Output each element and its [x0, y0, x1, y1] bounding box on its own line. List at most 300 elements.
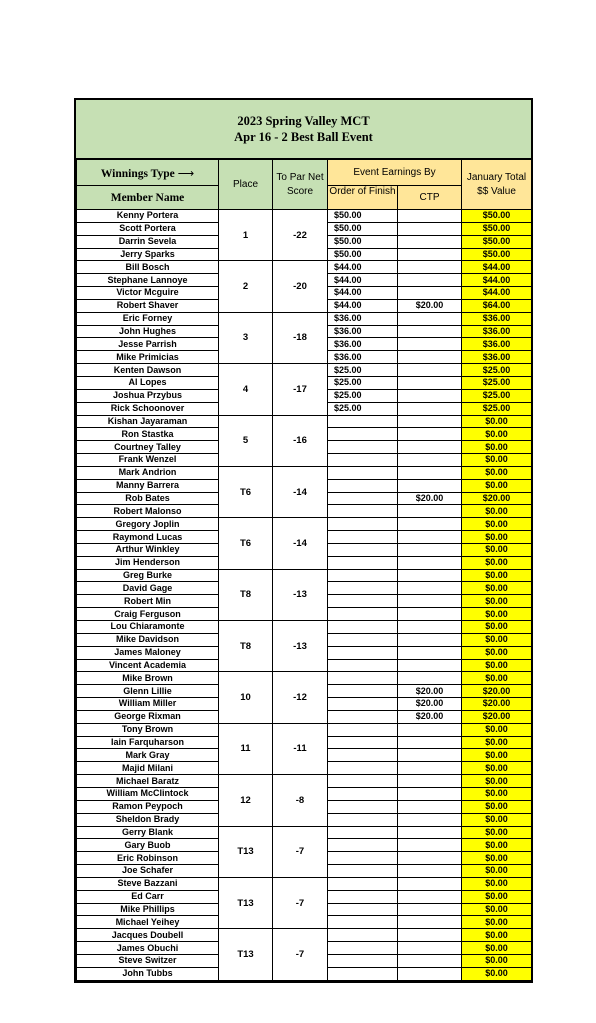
place-cell: T6	[219, 466, 273, 517]
january-total-cell: $0.00	[462, 775, 532, 788]
ctp-cell	[398, 672, 462, 685]
score-cell: -14	[273, 518, 328, 569]
ctp-cell	[398, 942, 462, 955]
order-of-finish-cell: $50.00	[328, 235, 398, 248]
winnings-type-header	[77, 160, 219, 186]
ctp-cell	[398, 633, 462, 646]
ctp-cell	[398, 608, 462, 621]
table-header	[77, 160, 532, 210]
ctp-cell	[398, 890, 462, 903]
order-of-finish-cell	[328, 633, 398, 646]
table-row	[77, 364, 532, 377]
ctp-cell	[398, 929, 462, 942]
ctp-cell: $20.00	[398, 299, 462, 312]
ctp-cell	[398, 954, 462, 967]
january-total-cell: $0.00	[462, 903, 532, 916]
right-arrow-icon: ⟶	[177, 165, 195, 180]
order-of-finish-cell: $44.00	[328, 274, 398, 287]
ctp-cell	[398, 248, 462, 261]
january-total-cell: $0.00	[462, 466, 532, 479]
order-of-finish-cell	[328, 672, 398, 685]
place-header: Place	[219, 160, 273, 210]
order-of-finish-cell	[328, 454, 398, 467]
member-name: Michael Baratz	[77, 775, 219, 788]
january-total-cell: $0.00	[462, 723, 532, 736]
january-total-cell: $0.00	[462, 556, 532, 569]
order-of-finish-cell: $25.00	[328, 389, 398, 402]
place-cell: 4	[219, 364, 273, 415]
member-name: Rick Schoonover	[77, 402, 219, 415]
member-name: Jim Henderson	[77, 556, 219, 569]
score-cell: -7	[273, 826, 328, 877]
ctp-cell	[398, 787, 462, 800]
member-name: Raymond Lucas	[77, 531, 219, 544]
member-name: Steve Switzer	[77, 954, 219, 967]
member-name: Ramon Peypoch	[77, 800, 219, 813]
member-name: Ed Carr	[77, 890, 219, 903]
ctp-cell	[398, 222, 462, 235]
january-total-cell: $36.00	[462, 338, 532, 351]
member-name: Sheldon Brady	[77, 813, 219, 826]
ctp-cell	[398, 441, 462, 454]
member-name: William Miller	[77, 698, 219, 711]
table-row	[77, 672, 532, 685]
january-total-cell: $50.00	[462, 210, 532, 223]
ctp-cell	[398, 376, 462, 389]
order-of-finish-header: Order of Finish	[328, 186, 398, 210]
ctp-cell	[398, 454, 462, 467]
january-total-cell: $0.00	[462, 531, 532, 544]
january-total-cell: $0.00	[462, 454, 532, 467]
ctp-cell	[398, 518, 462, 531]
member-name: Robert Malonso	[77, 505, 219, 518]
order-of-finish-cell: $36.00	[328, 351, 398, 364]
score-cell: -12	[273, 672, 328, 723]
score-cell: -13	[273, 621, 328, 672]
ctp-cell	[398, 261, 462, 274]
order-of-finish-cell: $50.00	[328, 222, 398, 235]
table-row	[77, 569, 532, 582]
january-total-cell: $0.00	[462, 633, 532, 646]
order-of-finish-cell	[328, 595, 398, 608]
january-total-cell: $0.00	[462, 608, 532, 621]
member-name: Stephane Lannoye	[77, 274, 219, 287]
table-row	[77, 723, 532, 736]
place-cell: 1	[219, 210, 273, 261]
january-total-cell: $50.00	[462, 222, 532, 235]
order-of-finish-cell	[328, 569, 398, 582]
member-name: David Gage	[77, 582, 219, 595]
member-name: John Tubbs	[77, 967, 219, 980]
ctp-cell	[398, 723, 462, 736]
member-name: Kenten Dawson	[77, 364, 219, 377]
title-line-2: Apr 16 - 2 Best Ball Event	[234, 130, 373, 144]
january-total-cell: $0.00	[462, 505, 532, 518]
member-name: Scott Portera	[77, 222, 219, 235]
ctp-cell	[398, 852, 462, 865]
january-total-cell: $0.00	[462, 582, 532, 595]
january-total-cell: $0.00	[462, 877, 532, 890]
place-cell: 11	[219, 723, 273, 774]
member-name: Mark Gray	[77, 749, 219, 762]
january-total-cell: $0.00	[462, 518, 532, 531]
january-total-cell: $36.00	[462, 325, 532, 338]
member-name: Joshua Przybus	[77, 389, 219, 402]
member-name: Rob Bates	[77, 492, 219, 505]
order-of-finish-cell	[328, 479, 398, 492]
member-name: Gerry Blank	[77, 826, 219, 839]
january-total-cell: $0.00	[462, 800, 532, 813]
january-total-cell: $0.00	[462, 890, 532, 903]
ctp-cell	[398, 287, 462, 300]
ctp-cell	[398, 210, 462, 223]
ctp-cell	[398, 762, 462, 775]
order-of-finish-cell	[328, 531, 398, 544]
order-of-finish-cell	[328, 775, 398, 788]
order-of-finish-cell	[328, 800, 398, 813]
place-cell: T13	[219, 826, 273, 877]
order-of-finish-cell	[328, 466, 398, 479]
place-cell: T6	[219, 518, 273, 569]
january-total-cell: $44.00	[462, 287, 532, 300]
january-total-cell: $0.00	[462, 595, 532, 608]
ctp-cell	[398, 415, 462, 428]
title-box	[76, 100, 531, 159]
ctp-cell	[398, 364, 462, 377]
order-of-finish-cell: $44.00	[328, 261, 398, 274]
order-of-finish-cell: $36.00	[328, 338, 398, 351]
january-total-cell: $0.00	[462, 736, 532, 749]
order-of-finish-cell	[328, 582, 398, 595]
ctp-cell	[398, 479, 462, 492]
january-total-cell: $0.00	[462, 621, 532, 634]
ctp-cell	[398, 505, 462, 518]
order-of-finish-cell: $44.00	[328, 287, 398, 300]
member-name: Iain Farquharson	[77, 736, 219, 749]
member-name: John Hughes	[77, 325, 219, 338]
order-of-finish-cell	[328, 916, 398, 929]
ctp-cell	[398, 531, 462, 544]
ctp-cell	[398, 775, 462, 788]
ctp-cell: $20.00	[398, 710, 462, 723]
member-name: Steve Bazzani	[77, 877, 219, 890]
order-of-finish-cell	[328, 942, 398, 955]
member-name: Tony Brown	[77, 723, 219, 736]
member-name: Mike Primicias	[77, 351, 219, 364]
order-of-finish-cell	[328, 839, 398, 852]
member-name: Craig Ferguson	[77, 608, 219, 621]
order-of-finish-cell: $25.00	[328, 364, 398, 377]
member-name: Majid Milani	[77, 762, 219, 775]
order-of-finish-cell	[328, 762, 398, 775]
member-name: Ron Stastka	[77, 428, 219, 441]
january-total-cell: $0.00	[462, 954, 532, 967]
member-name: Eric Robinson	[77, 852, 219, 865]
january-total-cell: $0.00	[462, 646, 532, 659]
january-total-cell: $0.00	[462, 762, 532, 775]
member-name: Michael Yeihey	[77, 916, 219, 929]
january-total-cell: $0.00	[462, 826, 532, 839]
member-name: James Maloney	[77, 646, 219, 659]
table-row	[77, 466, 532, 479]
member-name: Mark Andrion	[77, 466, 219, 479]
member-name: Mike Phillips	[77, 903, 219, 916]
member-name: Gregory Joplin	[77, 518, 219, 531]
january-total-cell: $20.00	[462, 492, 532, 505]
ctp-cell	[398, 312, 462, 325]
title-line-1: 2023 Spring Valley MCT	[237, 114, 370, 128]
ctp-cell	[398, 402, 462, 415]
ctp-cell	[398, 556, 462, 569]
order-of-finish-cell	[328, 415, 398, 428]
order-of-finish-cell	[328, 646, 398, 659]
order-of-finish-cell	[328, 967, 398, 980]
table-row	[77, 929, 532, 942]
january-total-cell: $36.00	[462, 351, 532, 364]
january-total-cell: $0.00	[462, 749, 532, 762]
order-of-finish-cell: $25.00	[328, 376, 398, 389]
january-total-cell: $64.00	[462, 299, 532, 312]
place-cell: 5	[219, 415, 273, 466]
ctp-cell	[398, 903, 462, 916]
place-cell: 10	[219, 672, 273, 723]
table-row	[77, 518, 532, 531]
order-of-finish-cell	[328, 929, 398, 942]
ctp-cell	[398, 839, 462, 852]
january-total-cell: $25.00	[462, 389, 532, 402]
ctp-cell: $20.00	[398, 492, 462, 505]
ctp-cell: $20.00	[398, 698, 462, 711]
ctp-cell	[398, 800, 462, 813]
order-of-finish-cell	[328, 441, 398, 454]
january-total-cell: $0.00	[462, 569, 532, 582]
order-of-finish-cell	[328, 852, 398, 865]
results-sheet	[74, 98, 533, 983]
january-total-cell: $0.00	[462, 929, 532, 942]
score-cell: -11	[273, 723, 328, 774]
order-of-finish-cell	[328, 865, 398, 878]
order-of-finish-cell	[328, 877, 398, 890]
score-cell: -7	[273, 929, 328, 980]
january-total-cell: $0.00	[462, 967, 532, 980]
results-table	[76, 159, 532, 981]
winnings-type-label: Winnings Type	[100, 167, 175, 180]
place-cell: T13	[219, 877, 273, 928]
score-cell: -8	[273, 775, 328, 826]
member-name: William McClintock	[77, 787, 219, 800]
order-of-finish-cell	[328, 813, 398, 826]
member-name: Manny Barrera	[77, 479, 219, 492]
table-row	[77, 312, 532, 325]
january-total-cell: $50.00	[462, 248, 532, 261]
member-name: Frank Wenzel	[77, 454, 219, 467]
order-of-finish-cell	[328, 736, 398, 749]
january-total-cell: $25.00	[462, 376, 532, 389]
member-name: Kishan Jayaraman	[77, 415, 219, 428]
ctp-cell	[398, 274, 462, 287]
january-total-cell: $0.00	[462, 441, 532, 454]
order-of-finish-cell	[328, 787, 398, 800]
score-cell: -17	[273, 364, 328, 415]
table-body	[77, 210, 532, 981]
member-name: Jerry Sparks	[77, 248, 219, 261]
january-total-cell: $0.00	[462, 852, 532, 865]
ctp-cell	[398, 235, 462, 248]
order-of-finish-cell	[328, 954, 398, 967]
score-cell: -14	[273, 466, 328, 517]
table-row	[77, 877, 532, 890]
place-cell: 3	[219, 312, 273, 363]
order-of-finish-cell	[328, 723, 398, 736]
january-total-cell: $0.00	[462, 415, 532, 428]
january-total-cell: $0.00	[462, 787, 532, 800]
order-of-finish-cell	[328, 890, 398, 903]
order-of-finish-cell	[328, 749, 398, 762]
score-cell: -18	[273, 312, 328, 363]
order-of-finish-cell	[328, 621, 398, 634]
score-cell: -16	[273, 415, 328, 466]
order-of-finish-cell	[328, 505, 398, 518]
member-name: Joe Schafer	[77, 865, 219, 878]
ctp-cell	[398, 428, 462, 441]
ctp-cell	[398, 338, 462, 351]
place-cell: T13	[219, 929, 273, 980]
order-of-finish-cell	[328, 556, 398, 569]
order-of-finish-cell	[328, 698, 398, 711]
order-of-finish-cell	[328, 826, 398, 839]
ctp-cell	[398, 569, 462, 582]
member-name: Gary Buob	[77, 839, 219, 852]
ctp-cell	[398, 466, 462, 479]
january-total-cell: $20.00	[462, 710, 532, 723]
member-name: Eric Forney	[77, 312, 219, 325]
ctp-cell	[398, 595, 462, 608]
member-name: Al Lopes	[77, 376, 219, 389]
ctp-cell	[398, 813, 462, 826]
ctp-cell	[398, 325, 462, 338]
order-of-finish-cell: $36.00	[328, 312, 398, 325]
january-total-cell: $0.00	[462, 659, 532, 672]
member-name: Kenny Portera	[77, 210, 219, 223]
score-cell: -20	[273, 261, 328, 312]
january-total-cell: $25.00	[462, 364, 532, 377]
member-name: Mike Davidson	[77, 633, 219, 646]
ctp-cell	[398, 621, 462, 634]
ctp-cell	[398, 877, 462, 890]
table-row	[77, 261, 532, 274]
member-name: Jesse Parrish	[77, 338, 219, 351]
january-total-cell: $0.00	[462, 865, 532, 878]
ctp-cell	[398, 543, 462, 556]
member-name: Arthur Winkley	[77, 543, 219, 556]
ctp-cell	[398, 646, 462, 659]
member-name: James Obuchi	[77, 942, 219, 955]
member-name: Robert Min	[77, 595, 219, 608]
january-total-cell: $0.00	[462, 479, 532, 492]
ctp-header: CTP	[398, 186, 462, 210]
order-of-finish-cell	[328, 492, 398, 505]
ctp-cell	[398, 389, 462, 402]
member-name: George Rixman	[77, 710, 219, 723]
score-cell: -22	[273, 210, 328, 261]
january-total-cell: $20.00	[462, 685, 532, 698]
january-total-cell: $44.00	[462, 274, 532, 287]
ctp-cell	[398, 351, 462, 364]
member-name: Bill Bosch	[77, 261, 219, 274]
table-row	[77, 826, 532, 839]
ctp-cell	[398, 916, 462, 929]
member-name-header: Member Name	[77, 186, 219, 210]
january-total-cell: $0.00	[462, 942, 532, 955]
ctp-cell	[398, 967, 462, 980]
january-total-cell: $36.00	[462, 312, 532, 325]
place-cell: 12	[219, 775, 273, 826]
january-total-cell: $0.00	[462, 428, 532, 441]
january-total-cell: $0.00	[462, 916, 532, 929]
order-of-finish-cell	[328, 543, 398, 556]
member-name: Jacques Doubell	[77, 929, 219, 942]
place-cell: T8	[219, 621, 273, 672]
order-of-finish-cell	[328, 518, 398, 531]
order-of-finish-cell	[328, 428, 398, 441]
order-of-finish-cell: $44.00	[328, 299, 398, 312]
member-name: Vincent Academia	[77, 659, 219, 672]
place-cell: T8	[219, 569, 273, 620]
table-row	[77, 621, 532, 634]
ctp-cell	[398, 826, 462, 839]
member-name: Robert Shaver	[77, 299, 219, 312]
ctp-cell	[398, 582, 462, 595]
member-name: Darrin Sevela	[77, 235, 219, 248]
order-of-finish-cell	[328, 659, 398, 672]
member-name: Glenn Lillie	[77, 685, 219, 698]
order-of-finish-cell: $36.00	[328, 325, 398, 338]
table-row	[77, 210, 532, 223]
order-of-finish-cell	[328, 903, 398, 916]
january-total-header: January Total $$ Value	[462, 160, 532, 210]
ctp-cell	[398, 865, 462, 878]
member-name: Victor Mcguire	[77, 287, 219, 300]
order-of-finish-cell: $50.00	[328, 248, 398, 261]
january-total-cell: $20.00	[462, 698, 532, 711]
order-of-finish-cell: $50.00	[328, 210, 398, 223]
ctp-cell	[398, 659, 462, 672]
score-cell: -13	[273, 569, 328, 620]
january-total-cell: $0.00	[462, 543, 532, 556]
event-earnings-header: Event Earnings By	[328, 160, 462, 186]
january-total-cell: $25.00	[462, 402, 532, 415]
order-of-finish-cell	[328, 685, 398, 698]
january-total-cell: $50.00	[462, 235, 532, 248]
ctp-cell	[398, 736, 462, 749]
ctp-cell	[398, 749, 462, 762]
table-row	[77, 775, 532, 788]
order-of-finish-cell	[328, 710, 398, 723]
january-total-cell: $0.00	[462, 672, 532, 685]
place-cell: 2	[219, 261, 273, 312]
order-of-finish-cell	[328, 608, 398, 621]
ctp-cell: $20.00	[398, 685, 462, 698]
member-name: Courtney Talley	[77, 441, 219, 454]
score-header: To Par Net Score	[273, 160, 328, 210]
table-row	[77, 415, 532, 428]
member-name: Mike Brown	[77, 672, 219, 685]
order-of-finish-cell: $25.00	[328, 402, 398, 415]
january-total-cell: $0.00	[462, 813, 532, 826]
member-name: Lou Chiaramonte	[77, 621, 219, 634]
january-total-cell: $0.00	[462, 839, 532, 852]
member-name: Greg Burke	[77, 569, 219, 582]
